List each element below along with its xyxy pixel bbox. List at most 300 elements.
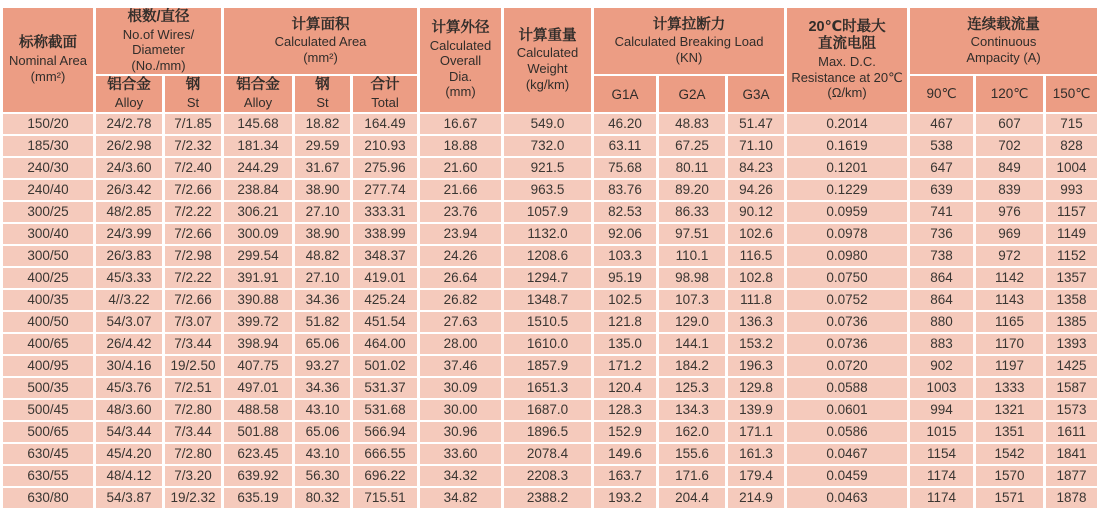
cell: 240/30	[3, 158, 93, 178]
cell: 54/3.07	[96, 312, 162, 332]
cell: 0.0736	[787, 312, 907, 332]
cell: 0.0467	[787, 444, 907, 464]
cell: 24/3.99	[96, 224, 162, 244]
cell: 425.24	[353, 290, 417, 310]
cell: 23.94	[420, 224, 501, 244]
table-row	[3, 466, 1097, 486]
nominal-area-zh: 标称截面	[19, 35, 77, 52]
header-wires-diameter	[96, 8, 221, 74]
dia-unit: (mm)	[445, 84, 476, 100]
cell: 1358	[1046, 290, 1097, 310]
wires-steel-en: St	[186, 95, 200, 111]
cell: 715	[1046, 114, 1097, 134]
cell: 1174	[910, 488, 973, 508]
header-dc-resistance	[787, 8, 907, 112]
cell: 65.06	[295, 422, 350, 442]
cell: 400/95	[3, 356, 93, 376]
cell: 1165	[976, 312, 1043, 332]
area-total-en: Total	[371, 95, 399, 111]
cell: 21.66	[420, 180, 501, 200]
cell: 1157	[1046, 202, 1097, 222]
cell: 135.0	[594, 334, 656, 354]
cell: 275.96	[353, 158, 417, 178]
cell: 110.1	[659, 246, 725, 266]
cell: 1587	[1046, 378, 1097, 398]
cell: 0.0459	[787, 466, 907, 486]
cell: 125.3	[659, 378, 725, 398]
cell: 0.0980	[787, 246, 907, 266]
cell: 18.82	[295, 114, 350, 134]
table-row	[3, 488, 1097, 508]
cell: 0.1229	[787, 180, 907, 200]
cell: 1542	[976, 444, 1043, 464]
cell: 7/2.80	[165, 400, 221, 420]
cell: 391.91	[224, 268, 292, 288]
dia-zh: 计算外径	[431, 19, 490, 36]
cell: 204.4	[659, 488, 725, 508]
cell: 864	[910, 290, 973, 310]
cell: 153.2	[728, 334, 784, 354]
cell: 1425	[1046, 356, 1097, 376]
nominal-area-en: Nominal Area	[8, 53, 88, 69]
cell: 500/35	[3, 378, 93, 398]
cell: 1170	[976, 334, 1043, 354]
cell: 86.33	[659, 202, 725, 222]
cell: 1610.0	[504, 334, 591, 354]
cell: 19/2.50	[165, 356, 221, 376]
cell: 0.0601	[787, 400, 907, 420]
table-row	[3, 422, 1097, 442]
cell: 1611	[1046, 422, 1097, 442]
table-row	[3, 444, 1097, 464]
cell: 34.82	[420, 488, 501, 508]
table-row	[3, 290, 1097, 310]
cell: 399.72	[224, 312, 292, 332]
area-steel-zh: 钢	[315, 77, 330, 94]
cell: 1351	[976, 422, 1043, 442]
cell: 161.3	[728, 444, 784, 464]
wires-alloy-en: Alloy	[114, 95, 144, 111]
cell: 94.26	[728, 180, 784, 200]
cell: 54/3.87	[96, 488, 162, 508]
cell: 179.4	[728, 466, 784, 486]
cell: 89.20	[659, 180, 725, 200]
cell: 467	[910, 114, 973, 134]
cell: 639	[910, 180, 973, 200]
subheader-120c	[976, 76, 1043, 111]
resistance-zh2: 直流电阻	[818, 36, 877, 53]
cell: 7/2.66	[165, 180, 221, 200]
cell: 145.68	[224, 114, 292, 134]
cell: 48.83	[659, 114, 725, 134]
nominal-area-unit: (mm²)	[30, 68, 66, 84]
cell: 80.32	[295, 488, 350, 508]
table-row	[3, 246, 1097, 266]
cell: 16.67	[420, 114, 501, 134]
subheader-g1a	[594, 76, 656, 111]
cell: 828	[1046, 136, 1097, 156]
cell: 400/35	[3, 290, 93, 310]
cell: 30/4.16	[96, 356, 162, 376]
table-row	[3, 158, 1097, 178]
cell: 451.54	[353, 312, 417, 332]
cell: 171.1	[728, 422, 784, 442]
cell: 500/45	[3, 400, 93, 420]
cell: 34.36	[295, 290, 350, 310]
cell: 993	[1046, 180, 1097, 200]
cell: 880	[910, 312, 973, 332]
cell: 732.0	[504, 136, 591, 156]
cell: 1321	[976, 400, 1043, 420]
cell: 1877	[1046, 466, 1097, 486]
cell: 1348.7	[504, 290, 591, 310]
cell: 75.68	[594, 158, 656, 178]
header-overall-dia	[420, 8, 501, 112]
cell: 1208.6	[504, 246, 591, 266]
cell: 1003	[910, 378, 973, 398]
subheader-wires-alloy	[96, 76, 162, 111]
cell: 2208.3	[504, 466, 591, 486]
cell: 27.10	[295, 268, 350, 288]
cell: 1174	[910, 466, 973, 486]
cell: 193.2	[594, 488, 656, 508]
cell: 630/80	[3, 488, 93, 508]
cell: 45/4.20	[96, 444, 162, 464]
cell: 103.3	[594, 246, 656, 266]
cell: 171.6	[659, 466, 725, 486]
cell: 30.00	[420, 400, 501, 420]
cell: 976	[976, 202, 1043, 222]
weight-en2: Weight	[527, 60, 568, 76]
table-row	[3, 202, 1097, 222]
cell: 400/50	[3, 312, 93, 332]
header-weight	[504, 8, 591, 112]
cell: 7/3.44	[165, 334, 221, 354]
cell: 1149	[1046, 224, 1097, 244]
area-total-zh: 合计	[370, 77, 400, 94]
cell: 19/2.32	[165, 488, 221, 508]
area-en: Calculated Area	[274, 34, 367, 50]
g2a-label: G2A	[678, 86, 706, 102]
wires-alloy-zh: 铝合金	[107, 77, 151, 94]
cell: 240/40	[3, 180, 93, 200]
cell: 155.6	[659, 444, 725, 464]
cell: 28.00	[420, 334, 501, 354]
cell: 26/2.98	[96, 136, 162, 156]
table-row	[3, 268, 1097, 288]
cell: 90.12	[728, 202, 784, 222]
cell: 538	[910, 136, 973, 156]
header-nominal-area	[3, 8, 93, 112]
cell: 26/3.83	[96, 246, 162, 266]
cell: 43.10	[295, 400, 350, 420]
cell: 0.2014	[787, 114, 907, 134]
resistance-en2: Resistance at 20℃	[791, 69, 903, 85]
cell: 333.31	[353, 202, 417, 222]
cell: 419.01	[353, 268, 417, 288]
cell: 1004	[1046, 158, 1097, 178]
cell: 2078.4	[504, 444, 591, 464]
wires-en2: Diameter	[132, 42, 185, 58]
cell: 97.51	[659, 224, 725, 244]
header-group-row	[3, 8, 1097, 74]
cell: 497.01	[224, 378, 292, 398]
cell: 300/50	[3, 246, 93, 266]
cell: 969	[976, 224, 1043, 244]
cell: 1573	[1046, 400, 1097, 420]
cell: 1015	[910, 422, 973, 442]
cell: 244.29	[224, 158, 292, 178]
cell: 38.90	[295, 224, 350, 244]
cell: 7/2.66	[165, 290, 221, 310]
subheader-90c	[910, 76, 973, 111]
cell: 1357	[1046, 268, 1097, 288]
cell: 48/2.85	[96, 202, 162, 222]
cell: 7/2.80	[165, 444, 221, 464]
weight-unit: (kg/km)	[525, 76, 570, 92]
cell: 0.0959	[787, 202, 907, 222]
cell: 348.37	[353, 246, 417, 266]
cell: 34.32	[420, 466, 501, 486]
cell: 38.90	[295, 180, 350, 200]
cell: 95.19	[594, 268, 656, 288]
cell: 111.8	[728, 290, 784, 310]
cell: 82.53	[594, 202, 656, 222]
cell: 0.1201	[787, 158, 907, 178]
cell: 116.5	[728, 246, 784, 266]
temp-150c-label: 150℃	[1052, 86, 1091, 102]
cell: 171.2	[594, 356, 656, 376]
subheader-150c	[1046, 76, 1097, 111]
cell: 31.67	[295, 158, 350, 178]
table-row	[3, 224, 1097, 244]
cell: 51.47	[728, 114, 784, 134]
cell: 549.0	[504, 114, 591, 134]
header-ampacity	[910, 8, 1097, 74]
cell: 181.34	[224, 136, 292, 156]
temp-120c-label: 120℃	[990, 86, 1029, 102]
cell: 48.82	[295, 246, 350, 266]
cell: 666.55	[353, 444, 417, 464]
weight-en1: Calculated	[516, 45, 579, 61]
cell: 48/3.60	[96, 400, 162, 420]
cell: 501.88	[224, 422, 292, 442]
cell: 152.9	[594, 422, 656, 442]
cell: 500/65	[3, 422, 93, 442]
cell: 83.76	[594, 180, 656, 200]
cell: 306.21	[224, 202, 292, 222]
area-zh: 计算面积	[291, 16, 350, 33]
cell: 0.1619	[787, 136, 907, 156]
cell: 21.60	[420, 158, 501, 178]
cell: 1651.3	[504, 378, 591, 398]
cell: 0.0750	[787, 268, 907, 288]
cell: 48/4.12	[96, 466, 162, 486]
cell: 7/2.98	[165, 246, 221, 266]
cell: 1142	[976, 268, 1043, 288]
cell: 1393	[1046, 334, 1097, 354]
cell: 214.9	[728, 488, 784, 508]
cell: 7/3.44	[165, 422, 221, 442]
table-row	[3, 378, 1097, 398]
cell: 994	[910, 400, 973, 420]
cell: 67.25	[659, 136, 725, 156]
cell: 43.10	[295, 444, 350, 464]
cell: 864	[910, 268, 973, 288]
cell: 26.64	[420, 268, 501, 288]
header-calculated-area	[224, 8, 417, 74]
subheader-wires-steel	[165, 76, 221, 111]
cell: 647	[910, 158, 973, 178]
subheader-area-total	[353, 76, 417, 111]
area-unit: (mm²)	[303, 50, 338, 66]
cell: 1197	[976, 356, 1043, 376]
ampacity-zh: 连续载流量	[967, 16, 1040, 33]
cell: 0.0736	[787, 334, 907, 354]
cell: 407.75	[224, 356, 292, 376]
cell: 300.09	[224, 224, 292, 244]
cell: 34.36	[295, 378, 350, 398]
area-alloy-zh: 铝合金	[236, 77, 280, 94]
cell: 902	[910, 356, 973, 376]
cell: 71.10	[728, 136, 784, 156]
cell: 1857.9	[504, 356, 591, 376]
cell: 1510.5	[504, 312, 591, 332]
cell: 33.60	[420, 444, 501, 464]
cell: 1896.5	[504, 422, 591, 442]
cell: 0.0586	[787, 422, 907, 442]
resistance-zh1: 20℃时最大	[808, 18, 886, 35]
cell: 566.94	[353, 422, 417, 442]
cell: 741	[910, 202, 973, 222]
cell: 972	[976, 246, 1043, 266]
cell: 56.30	[295, 466, 350, 486]
cell: 150/20	[3, 114, 93, 134]
g3a-label: G3A	[742, 86, 770, 102]
wires-steel-zh: 钢	[185, 77, 201, 94]
cell: 54/3.44	[96, 422, 162, 442]
cell: 2388.2	[504, 488, 591, 508]
cell: 129.8	[728, 378, 784, 398]
cell: 1687.0	[504, 400, 591, 420]
cell: 1154	[910, 444, 973, 464]
cell: 23.76	[420, 202, 501, 222]
cell: 24/2.78	[96, 114, 162, 134]
cell: 488.58	[224, 400, 292, 420]
temp-90c-label: 90℃	[926, 86, 957, 102]
wires-unit: (No./mm)	[131, 57, 186, 73]
cell: 623.45	[224, 444, 292, 464]
cell: 7/2.40	[165, 158, 221, 178]
cell: 107.3	[659, 290, 725, 310]
cell: 164.49	[353, 114, 417, 134]
cell: 139.9	[728, 400, 784, 420]
cell: 1571	[976, 488, 1043, 508]
table-row	[3, 334, 1097, 354]
cell: 1294.7	[504, 268, 591, 288]
table-row	[3, 114, 1097, 134]
cell: 136.3	[728, 312, 784, 332]
cell: 121.8	[594, 312, 656, 332]
cell: 4//3.22	[96, 290, 162, 310]
cell: 210.93	[353, 136, 417, 156]
cell: 63.11	[594, 136, 656, 156]
load-zh: 计算拉断力	[652, 16, 726, 33]
cell: 630/55	[3, 466, 93, 486]
cell: 98.98	[659, 268, 725, 288]
cell: 163.7	[594, 466, 656, 486]
cell: 46.20	[594, 114, 656, 134]
table-row	[3, 400, 1097, 420]
cell: 51.82	[295, 312, 350, 332]
table-header	[3, 8, 1097, 112]
cell: 0.0463	[787, 488, 907, 508]
cell: 7/2.51	[165, 378, 221, 398]
cell: 963.5	[504, 180, 591, 200]
cell: 7/1.85	[165, 114, 221, 134]
cell: 277.74	[353, 180, 417, 200]
cell: 607	[976, 114, 1043, 134]
wires-en1: No.of Wires/	[122, 26, 195, 42]
cell: 299.54	[224, 246, 292, 266]
cell: 26/3.42	[96, 180, 162, 200]
cell: 7/3.07	[165, 312, 221, 332]
table-row	[3, 312, 1097, 332]
cell: 24.26	[420, 246, 501, 266]
cell: 883	[910, 334, 973, 354]
cell: 30.09	[420, 378, 501, 398]
subheader-area-alloy	[224, 76, 292, 111]
cell: 1143	[976, 290, 1043, 310]
cell: 45/3.33	[96, 268, 162, 288]
load-unit: (KN)	[675, 50, 703, 66]
cell: 26.82	[420, 290, 501, 310]
cell: 27.10	[295, 202, 350, 222]
cell: 149.6	[594, 444, 656, 464]
cell: 0.0720	[787, 356, 907, 376]
cell: 30.96	[420, 422, 501, 442]
cell: 464.00	[353, 334, 417, 354]
cell: 1152	[1046, 246, 1097, 266]
cell: 134.3	[659, 400, 725, 420]
cell: 129.0	[659, 312, 725, 332]
cell: 501.02	[353, 356, 417, 376]
subheader-area-steel	[295, 76, 350, 111]
conductor-spec-table	[0, 6, 1100, 510]
cell: 7/2.32	[165, 136, 221, 156]
subheader-g3a	[728, 76, 784, 111]
cell: 26/4.42	[96, 334, 162, 354]
cell: 1333	[976, 378, 1043, 398]
ampacity-en2: Ampacity (A)	[966, 50, 1041, 66]
cell: 400/25	[3, 268, 93, 288]
cell: 715.51	[353, 488, 417, 508]
cell: 102.8	[728, 268, 784, 288]
cell: 736	[910, 224, 973, 244]
header-breaking-load	[594, 8, 784, 74]
subheader-g2a	[659, 76, 725, 111]
cell: 1878	[1046, 488, 1097, 508]
dia-en1: Calculated	[429, 37, 492, 53]
dia-en3: Dia.	[448, 68, 473, 84]
cell: 18.88	[420, 136, 501, 156]
cell: 1057.9	[504, 202, 591, 222]
ampacity-en1: Continuous	[970, 34, 1037, 50]
cell: 84.23	[728, 158, 784, 178]
cell: 1132.0	[504, 224, 591, 244]
dia-en2: Overall	[439, 53, 482, 69]
cell: 184.2	[659, 356, 725, 376]
